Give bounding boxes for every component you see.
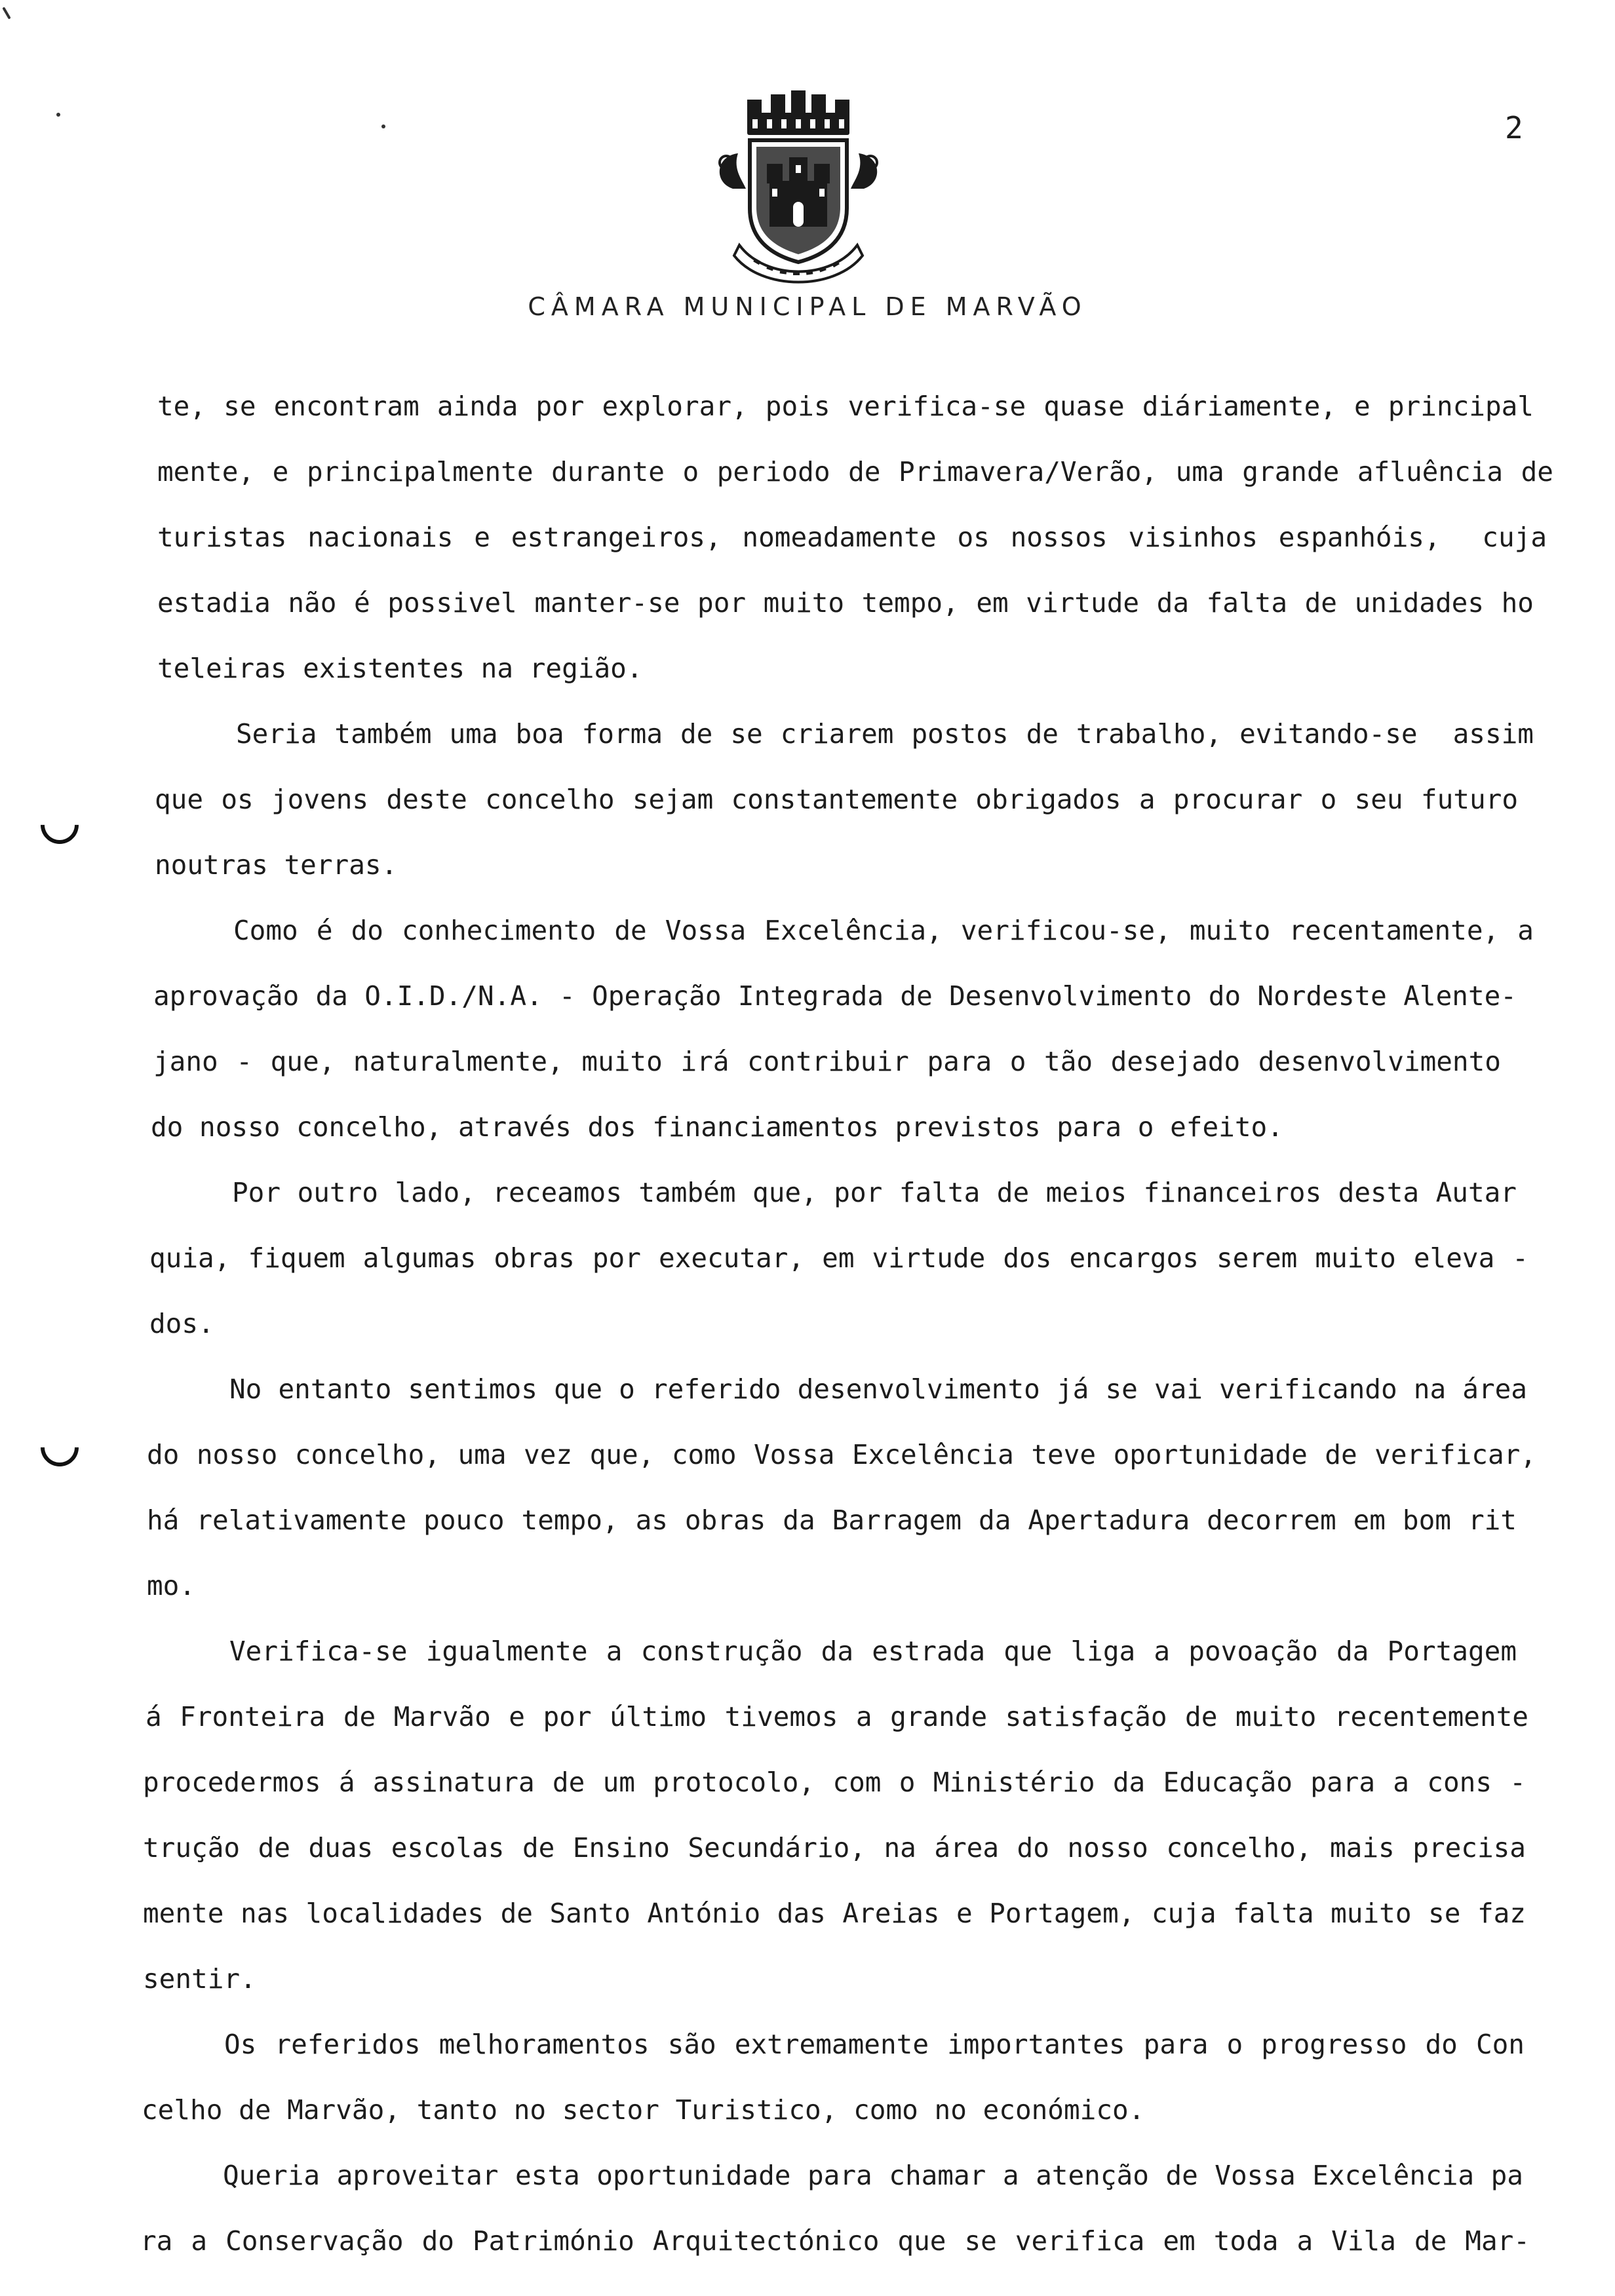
speck: [2, 7, 10, 19]
body-line: Verifica-se igualmente a construção da estrada que liga a povoação da Portagem: [229, 1636, 1517, 1667]
punch-mark: [33, 798, 87, 852]
punch-mark: [33, 1421, 87, 1474]
body-line: do nosso concelho, através dos financiamentos previstos para o efeito.: [151, 1111, 1283, 1143]
body-line: celho de Marvão, tanto no sector Turistico, como no económico.: [142, 2094, 1145, 2126]
letterhead-title: CÂMARA MUNICIPAL DE MARVÃO: [528, 292, 1087, 321]
body-line: teleiras existentes na região.: [157, 653, 643, 684]
body-line: que os jovens deste concelho sejam constantemente obrigados a procurar o seu futuro: [155, 784, 1518, 815]
body-line: turistas nacionais e estrangeiros, nomeadamente os nossos visinhos espanhóis, cuja: [157, 522, 1547, 553]
body-line: mente, e principalmente durante o periodo de Primavera/Verão, uma grande afluência de: [157, 456, 1553, 488]
body-line: te, se encontram ainda por explorar, pois verifica-se quase diáriamente, e principal: [157, 391, 1534, 422]
speck: [381, 124, 385, 128]
body-line: Os referidos melhoramentos são extremamente importantes para o progresso do Con: [224, 2029, 1525, 2060]
body-line: á Fronteira de Marvão e por último tivemos a grande satisfação de muito recentemente: [146, 1701, 1528, 1732]
body-line: Queria aproveitar esta oportunidade para chamar a atenção de Vossa Excelência pa: [223, 2160, 1523, 2191]
speck: [56, 113, 60, 117]
body-line: procedermos á assinatura de um protocolo, com o Ministério da Educação para a cons -: [143, 1767, 1526, 1798]
body-line: trução de duas escolas de Ensino Secundário, na área do nosso concelho, mais precisa: [143, 1832, 1526, 1864]
municipal-crest-logo: [707, 90, 890, 287]
body-line: No entanto sentimos que o referido desenvolvimento já se vai verificando na área: [229, 1373, 1527, 1405]
body-line: dos.: [149, 1308, 214, 1339]
body-line: estadia não é possivel manter-se por muito tempo, em virtude da falta de unidades ho: [157, 587, 1534, 619]
body-line: aprovação da O.I.D./N.A. - Operação Integrada de Desenvolvimento do Nordeste Alente-: [153, 980, 1517, 1012]
body-line: mo.: [147, 1570, 196, 1601]
body-line: ra a Conservação do Património Arquitectónico que se verifica em toda a Vila de Mar-: [140, 2225, 1530, 2257]
body-line: noutras terras.: [155, 849, 398, 881]
body-line: sentir.: [143, 1963, 256, 1995]
body-line: Como é do conhecimento de Vossa Excelência, verificou-se, muito recentamente, a: [233, 915, 1534, 946]
body-line: quia, fiquem algumas obras por executar, em virtude dos encargos serem muito eleva -: [149, 1242, 1528, 1274]
body-line: mente nas localidades de Santo António das Areias e Portagem, cuja falta muito se faz: [143, 1898, 1526, 1929]
body-line: jano - que, naturalmente, muito irá contribuir para o tão desejado desenvolvimento: [153, 1046, 1501, 1077]
body-line: do nosso concelho, uma vez que, como Vossa Excelência teve oportunidade de verificar,: [147, 1439, 1536, 1470]
body-line: há relativamente pouco tempo, as obras da Barragem da Apertadura decorrem em bom rit: [147, 1504, 1517, 1536]
body-line: Seria também uma boa forma de se criarem postos de trabalho, evitando-se assim: [236, 718, 1534, 750]
page-number: 2: [1505, 110, 1523, 145]
body-line: Por outro lado, receamos também que, por falta de meios financeiros desta Autar: [232, 1177, 1517, 1208]
